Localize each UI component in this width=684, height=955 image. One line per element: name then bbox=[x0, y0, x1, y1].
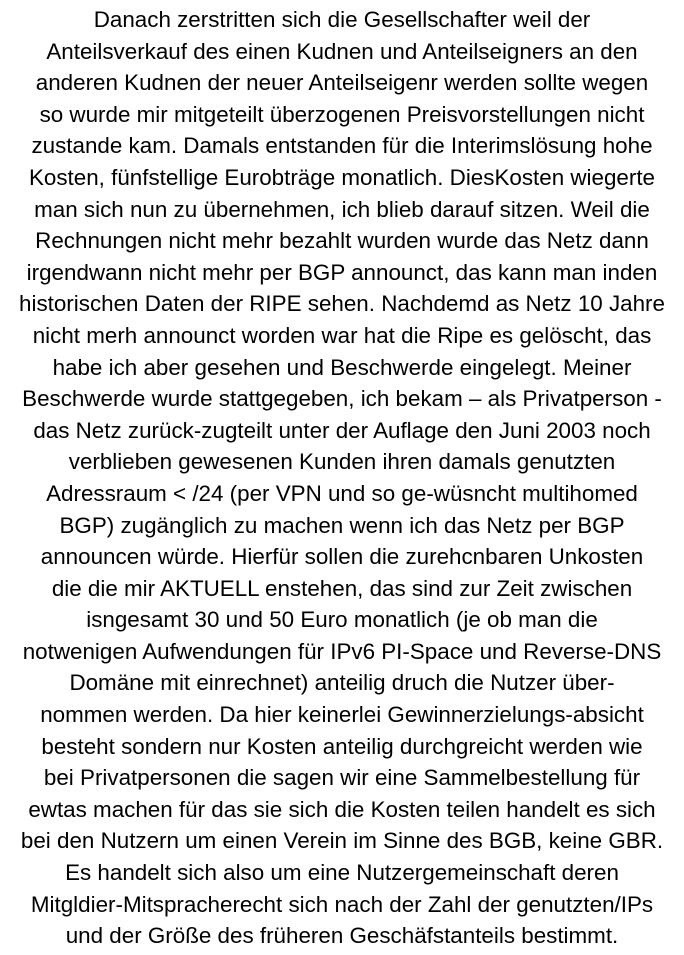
text-line: anderen Kudnen der neuer Anteilseigenr werden sollte wegen bbox=[35, 70, 649, 96]
text-line: Mitgldier-Mitspracherecht sich nach der Zahl der genutzten/IPs bbox=[30, 891, 654, 917]
text-line: Es handelt sich also um eine Nutzergemeinschaft deren bbox=[65, 860, 619, 886]
text-line: Anteilsverkauf des einen Kudnen und Anteilseigners an den bbox=[46, 38, 638, 64]
text-line: und der Größe des früheren Geschäfstanteils bestimmt. bbox=[65, 923, 619, 949]
text-line: die die mir AKTUELL enstehen, das sind zur Zeit zwischen bbox=[51, 575, 633, 601]
text-line: so wurde mir mitgeteilt überzogenen Preisvorstellungen nicht bbox=[39, 101, 645, 127]
text-line: BGP) zugänglich zu machen wenn ich das Netz per BGP bbox=[59, 512, 625, 538]
text-line: Rechnungen nicht mehr bezahlt wurden wurde das Netz dann bbox=[35, 228, 649, 254]
text-line: nommen werden. Da hier keinerlei Gewinnerzielungs-absicht bbox=[40, 702, 644, 728]
text-line: historischen Daten der RIPE sehen. Nachdemd as Netz 10 Jahre bbox=[19, 291, 665, 317]
text-line: isngesamt 30 und 50 Euro monatlich (je ob man die bbox=[86, 607, 598, 633]
text-line: Danach zerstritten sich die Gesellschafter weil der bbox=[93, 7, 591, 32]
text-line: irgendwann nicht mehr per BGP announct, das kann man inden bbox=[26, 259, 658, 285]
text-line: bei den Nutzern um einen Verein im Sinne des BGB, keine GBR. bbox=[20, 828, 664, 854]
text-line: Domäne mit einrechnet) anteilig druch die Nutzer über- bbox=[69, 670, 615, 696]
text-line: ewtas machen für das sie sich die Kosten teilen handelt es sich bbox=[28, 796, 656, 822]
text-line: das Netz zurück-zugteilt unter der Auflage den Juni 2003 noch bbox=[33, 417, 651, 443]
document-text bbox=[4, 4, 680, 952]
text-line: verblieben gewesenen Kunden ihren damals genutzten bbox=[68, 449, 616, 475]
text-line: Kosten, fünfstellige Eurobträge monatlich. DiesKosten wiegerte bbox=[28, 164, 656, 190]
text-line: nicht merh announct worden war hat die Ripe es gelöscht, das bbox=[32, 322, 652, 348]
text-line: habe ich aber gesehen und Beschwerde eingelegt. Meiner bbox=[52, 354, 632, 380]
text-line: notwenigen Aufwendungen für IPv6 PI-Space und Reverse-DNS bbox=[22, 638, 662, 664]
text-line: man sich nun zu übernehmen, ich blieb darauf sitzen. Weil die bbox=[34, 196, 650, 222]
text-line: Adressraum < /24 (per VPN und so ge-wüsncht multihomed bbox=[46, 480, 638, 506]
text-line: zustande kam. Damals entstanden für die Interimslösung hohe bbox=[31, 133, 653, 159]
text-line: bei Privatpersonen die sagen wir eine Sammelbestellung für bbox=[43, 765, 641, 791]
text-line: besteht sondern nur Kosten anteilig durchgreicht werden wie bbox=[41, 733, 643, 759]
text-line: Beschwerde wurde stattgegeben, ich bekam – als Privatperson - bbox=[22, 386, 662, 412]
text-line: announcen würde. Hierfür sollen die zurehcnbaren Unkosten bbox=[40, 544, 644, 570]
